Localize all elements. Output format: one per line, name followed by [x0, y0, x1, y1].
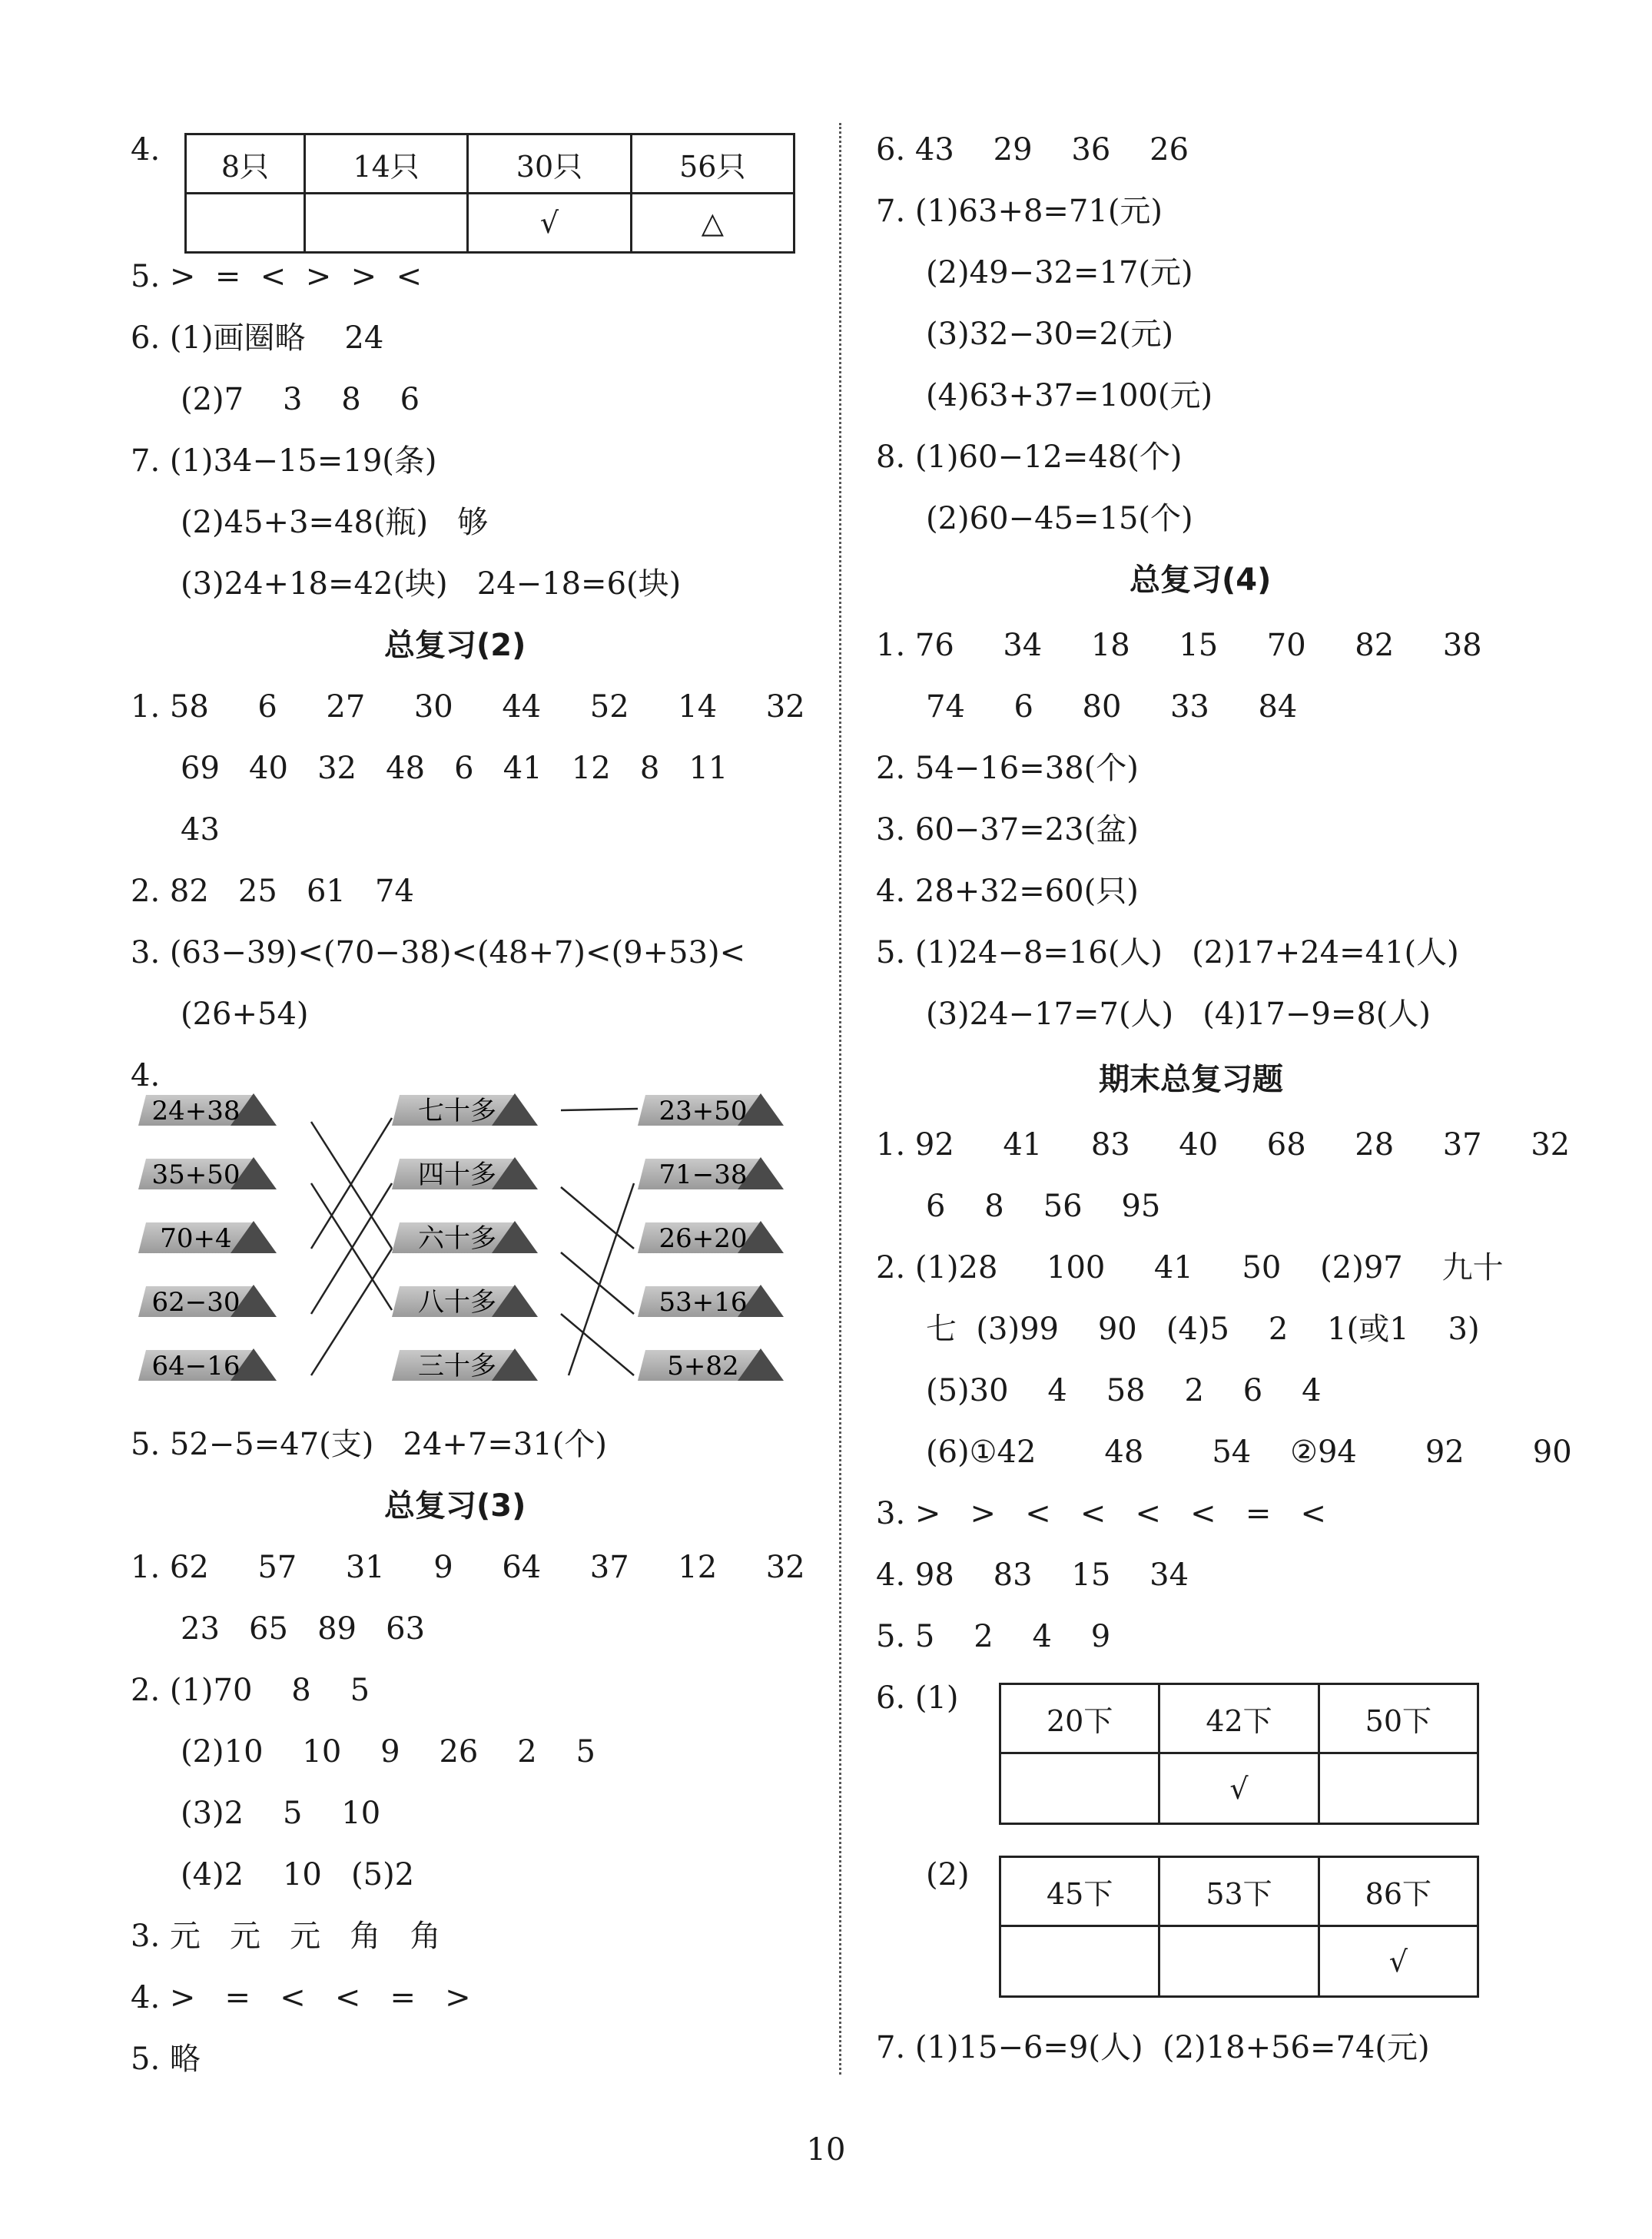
s3-q5-line: 5. 略	[131, 2042, 201, 2077]
match-middle-tag	[392, 1348, 538, 1382]
table-header: 45下	[1000, 1857, 1159, 1926]
match-middle-tag	[392, 1285, 538, 1318]
table-cell	[304, 194, 467, 253]
q8-line-b: (2)60−45=15(个)	[926, 501, 1193, 536]
match-left-label: 64−16	[151, 1351, 241, 1382]
section-title-review-2: 总复习(2)	[384, 628, 526, 663]
match-left-tag	[138, 1285, 277, 1318]
s3-q1-line-b: 23 65 89 63	[181, 1611, 426, 1647]
match-left-label: 35+50	[151, 1159, 241, 1190]
q7-line-b: (2)45+3=48(瓶) 够	[181, 505, 489, 540]
match-left-label: 24+38	[151, 1096, 241, 1126]
page-number: 10	[806, 2132, 846, 2168]
s2-q2-line: 2. 82 25 61 74	[131, 874, 414, 909]
match-right-label: 26+20	[658, 1223, 748, 1254]
match-left-tag	[138, 1093, 277, 1126]
table-cell: √	[468, 194, 631, 253]
table-cell: △	[631, 194, 794, 253]
f-q6-label-2: (2)	[926, 1857, 970, 1892]
s4-q1-line-b: 74 6 80 33 84	[926, 689, 1298, 725]
q6-line-b: (2)7 3 8 6	[181, 382, 420, 417]
s4-q1-line-a: 1. 76 34 18 15 70 82 38	[876, 628, 1482, 663]
f-q4-line: 4. 98 83 15 34	[876, 1557, 1189, 1593]
match-middle-tag	[392, 1157, 538, 1190]
q8-line-a: 8. (1)60−12=48(个)	[876, 440, 1183, 475]
match-left-tag	[138, 1157, 277, 1190]
match-right-tag	[638, 1348, 784, 1382]
f-q7-line: 7. (1)15−6=9(人) (2)18+56=74(元)	[876, 2030, 1430, 2065]
q7-line-a: 7. (1)34−15=19(条)	[131, 443, 437, 479]
f-q3-line: 3. > > < < < < = <	[876, 1496, 1327, 1531]
f-q5-line: 5. 5 2 4 9	[876, 1619, 1111, 1654]
f-q6-table-1	[999, 1683, 1479, 1825]
f-q2-line-b: 七 (3)99 90 (4)5 2 1(或1 3)	[926, 1312, 1480, 1347]
table-cell	[1000, 1926, 1159, 1997]
s2-q1-line-a: 1. 58 6 27 30 44 52 14 32	[131, 689, 805, 725]
match-right-label: 53+16	[658, 1287, 748, 1318]
table-header: 14只	[304, 134, 467, 194]
table-header: 86下	[1319, 1857, 1478, 1926]
table-cell	[186, 194, 305, 253]
match-right-tag	[638, 1093, 784, 1126]
table-header: 56只	[631, 134, 794, 194]
f-q6-label: 6. (1)	[876, 1680, 959, 1716]
q5-line: 5. > = < > > <	[131, 259, 423, 294]
s4-q3-line: 3. 60−37=23(盆)	[876, 812, 1139, 848]
s2-q1-line-b: 69 40 32 48 6 41 12 8 11	[181, 751, 728, 786]
q6-line-a: 6. (1)画圈略 24	[131, 320, 384, 356]
s3-q3-line: 3. 元 元 元 角 角	[131, 1919, 441, 1954]
f-q2-line-d: (6)①42 48 54 ②94 92 90	[926, 1435, 1572, 1470]
q7-line-d: (4)63+37=100(元)	[926, 378, 1213, 413]
q7-line-b: (2)49−32=17(元)	[926, 255, 1193, 290]
match-middle-tag	[392, 1221, 538, 1254]
s2-q3-line-b: (26+54)	[181, 997, 309, 1032]
s2-q4-label: 4.	[131, 1058, 161, 1093]
s2-q1-line-c: 43	[181, 812, 220, 848]
q7-line-c: (3)32−30=2(元)	[926, 317, 1174, 352]
table-header: 20下	[1000, 1684, 1159, 1753]
match-left-tag	[138, 1221, 277, 1254]
f-q1-line-b: 6 8 56 95	[926, 1189, 1161, 1224]
s4-q4-line: 4. 28+32=60(只)	[876, 874, 1139, 909]
column-divider	[839, 123, 841, 2075]
section-title-review-4: 总复习(4)	[1130, 562, 1272, 598]
s3-q4-line: 4. > = < < = >	[131, 1980, 471, 2015]
s3-q1-line-a: 1. 62 57 31 9 64 37 12 32	[131, 1550, 805, 1585]
match-middle-label: 三十多	[418, 1351, 496, 1382]
match-middle-label: 八十多	[418, 1287, 496, 1318]
q7-line-c: (3)24+18=42(块) 24−18=6(块)	[181, 566, 682, 602]
f-q2-line-c: (5)30 4 58 2 6 4	[926, 1373, 1322, 1408]
q7-line-a: 7. (1)63+8=71(元)	[876, 194, 1163, 229]
match-right-label: 5+82	[667, 1351, 739, 1382]
match-right-tag	[638, 1157, 784, 1190]
match-middle-label: 六十多	[418, 1223, 496, 1254]
s4-q5-line-a: 5. (1)24−8=16(人) (2)17+24=41(人)	[876, 935, 1459, 970]
table-cell	[1000, 1753, 1159, 1824]
match-right-label: 71−38	[658, 1159, 748, 1190]
section-title-final-review: 期末总复习题	[1099, 1062, 1283, 1097]
table-header: 8只	[186, 134, 305, 194]
table-header: 42下	[1159, 1684, 1319, 1753]
s3-q2-line-b: (2)10 10 9 26 2 5	[181, 1734, 595, 1770]
s2-q5-line: 5. 52−5=47(支) 24+7=31(个)	[131, 1427, 607, 1462]
s3-q2-line-d: (4)2 10 (5)2	[181, 1857, 415, 1892]
q6-line: 6. 43 29 36 26	[876, 132, 1189, 168]
match-middle-tag	[392, 1093, 538, 1126]
s3-q2-line-c: (3)2 5 10	[181, 1796, 381, 1831]
matching-diagram	[131, 1087, 799, 1410]
s2-q3-line-a: 3. (63−39)<(70−38)<(48+7)<(9+53)<	[131, 935, 746, 970]
match-right-label: 23+50	[658, 1096, 748, 1126]
s3-q2-line-a: 2. (1)70 8 5	[131, 1673, 370, 1708]
match-right-tag	[638, 1285, 784, 1318]
table-header: 53下	[1159, 1857, 1319, 1926]
q4-table	[184, 133, 795, 254]
table-cell	[1159, 1926, 1319, 1997]
table-header: 50下	[1319, 1684, 1478, 1753]
table-header: 30只	[468, 134, 631, 194]
match-middle-label: 四十多	[418, 1159, 496, 1190]
f-q2-line-a: 2. (1)28 100 41 50 (2)97 九十	[876, 1250, 1504, 1285]
table-cell: √	[1159, 1753, 1319, 1824]
match-left-tag	[138, 1348, 277, 1382]
section-title-review-3: 总复习(3)	[384, 1488, 526, 1524]
s4-q2-line: 2. 54−16=38(个)	[876, 751, 1139, 786]
f-q1-line-a: 1. 92 41 83 40 68 28 37 32	[876, 1127, 1571, 1163]
table-cell	[1319, 1753, 1478, 1824]
match-middle-label: 七十多	[418, 1096, 496, 1126]
match-left-label: 70+4	[160, 1223, 232, 1254]
match-right-tag	[638, 1221, 784, 1254]
f-q6-table-2	[999, 1856, 1479, 1998]
s4-q5-line-b: (3)24−17=7(人) (4)17−9=8(人)	[926, 997, 1431, 1032]
q4-label: 4.	[131, 132, 161, 168]
match-left-label: 62−30	[151, 1287, 241, 1318]
table-cell: √	[1319, 1926, 1478, 1997]
